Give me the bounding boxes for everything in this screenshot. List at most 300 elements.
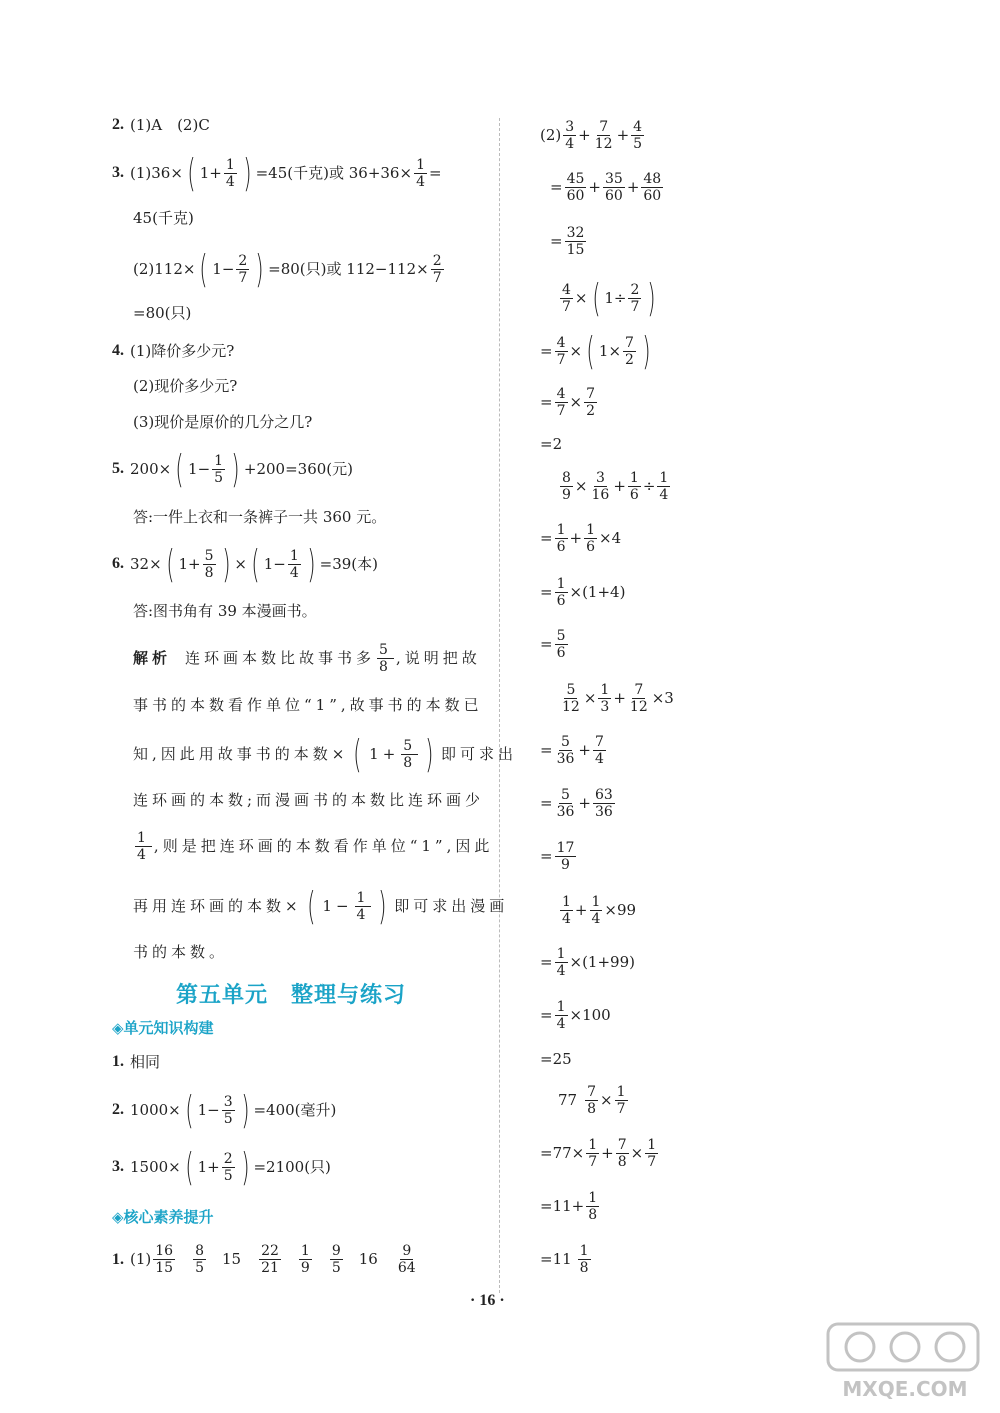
- analysis-line-7: [133, 945, 228, 960]
- calc-row-14: [540, 787, 617, 820]
- text: 7: [586, 386, 595, 402]
- parenthesis: ): [255, 247, 264, 291]
- text: 5: [331, 1260, 341, 1277]
- text: 5: [223, 1167, 233, 1184]
- calc-row-7: [540, 437, 562, 452]
- text: 4: [556, 334, 566, 351]
- text: ×: [234, 554, 247, 573]
- text: (2)现价多少元?: [133, 377, 238, 395]
- parenthesis: (: [591, 276, 600, 320]
- text: ÷: [642, 477, 656, 496]
- text: 1: [562, 894, 571, 910]
- text: =: [540, 635, 553, 654]
- text: +: [569, 529, 583, 548]
- text: 45: [566, 171, 585, 187]
- fraction: [203, 548, 216, 581]
- text: 相同: [130, 1052, 161, 1071]
- parenthesis: (: [185, 1145, 194, 1189]
- fraction: [259, 1243, 281, 1276]
- text: ×100: [569, 1006, 611, 1025]
- text: =2: [540, 435, 563, 453]
- fraction: [212, 453, 225, 486]
- text: 1+: [197, 1157, 220, 1176]
- calc-row-15: [540, 840, 578, 873]
- text: 1: [588, 1190, 598, 1206]
- text: 5: [633, 136, 643, 153]
- text: =11: [540, 1250, 572, 1269]
- text: 4: [556, 386, 566, 402]
- text: 9: [562, 487, 571, 504]
- text: 45(千克): [133, 209, 194, 227]
- fraction: [135, 830, 152, 863]
- fraction: [560, 894, 573, 927]
- fraction: [555, 335, 568, 368]
- text: 4: [562, 281, 571, 298]
- text: 1500×: [130, 1157, 181, 1176]
- fraction: [431, 253, 444, 286]
- fraction: [414, 157, 427, 190]
- text: 4: [594, 751, 604, 768]
- fraction: [555, 787, 577, 820]
- fraction: [555, 576, 568, 609]
- text: +: [588, 178, 601, 197]
- text: 6: [586, 539, 595, 556]
- question-3-line-1: [112, 151, 442, 195]
- text: 6.: [112, 555, 124, 573]
- parenthesis: ): [647, 276, 656, 320]
- text: 1: [556, 999, 566, 1015]
- parenthesis: (: [199, 247, 208, 291]
- text: 9: [331, 1243, 341, 1259]
- text: 6: [629, 487, 639, 504]
- text: =45(千克)或 36+36×: [255, 163, 413, 182]
- text: 35: [604, 171, 623, 187]
- text: 1: [556, 576, 566, 592]
- text: =80(只): [133, 304, 192, 322]
- text: 1: [225, 156, 235, 173]
- fraction: [565, 225, 587, 258]
- text: +: [616, 126, 630, 145]
- calc-row-16: [558, 894, 636, 927]
- fraction: [401, 738, 418, 771]
- fraction: [555, 734, 577, 767]
- calc-row-4: [558, 276, 660, 320]
- text: =80(只)或 112−112×: [268, 259, 429, 278]
- text: 1.: [112, 1250, 124, 1268]
- question-3-line-2: [133, 211, 194, 226]
- text: =2100(只): [253, 1157, 331, 1176]
- text: 60: [604, 188, 623, 205]
- text: 1: [579, 1243, 589, 1259]
- text: ×: [600, 1091, 613, 1110]
- text: =: [540, 529, 553, 548]
- parenthesis: (: [586, 329, 595, 373]
- text: 6: [556, 645, 566, 662]
- text: 3: [600, 699, 610, 716]
- text: =: [540, 1006, 553, 1025]
- text: 5: [379, 642, 392, 658]
- text: 答:一件上衣和一条裤子一共 360 元。: [133, 508, 387, 526]
- text: 1: [356, 889, 370, 906]
- text: 9: [300, 1260, 310, 1277]
- text: 8: [617, 1154, 627, 1171]
- text: 22: [261, 1243, 279, 1259]
- analysis-line-6: [133, 884, 509, 928]
- text: 2: [625, 351, 634, 368]
- text: 7: [594, 734, 604, 750]
- text: 16: [155, 1243, 174, 1259]
- text: 2.: [112, 1101, 124, 1119]
- text: 1: [616, 1084, 626, 1100]
- text: 32: [566, 225, 585, 241]
- text: 即可求出漫画: [394, 896, 509, 915]
- parenthesis: ): [378, 884, 390, 928]
- text: ,则是把连环画的本数看作单位“1”,因此: [153, 837, 494, 856]
- calc-row-1: [540, 119, 646, 152]
- text: +: [574, 901, 588, 920]
- calc-row-18: [540, 999, 611, 1032]
- text: 7: [625, 334, 634, 351]
- analysis-line-5: [133, 830, 493, 863]
- text: =: [540, 794, 553, 813]
- text: 事书的本数看作单位“1”,故事书的本数已: [133, 696, 483, 714]
- watermark-text: MXQE.COM: [842, 1377, 968, 1401]
- text: 1−: [188, 459, 211, 478]
- text: 77: [558, 1091, 578, 1110]
- question-3-line-4: [133, 306, 191, 321]
- fraction: [555, 999, 568, 1032]
- parenthesis: ): [307, 542, 316, 586]
- text: 书的本数。: [133, 943, 229, 961]
- text: 5: [556, 628, 566, 644]
- text: ,说明把故: [395, 649, 481, 668]
- calc-row-9: [540, 522, 621, 555]
- text: 48: [643, 171, 662, 187]
- text: 1: [588, 1137, 598, 1153]
- parenthesis: ): [240, 1145, 250, 1189]
- text: 1.: [112, 1053, 124, 1070]
- fraction: [224, 157, 237, 190]
- parenthesis: (: [175, 447, 184, 491]
- question-4-line-2: [133, 379, 237, 394]
- text: 7: [647, 1154, 657, 1171]
- text: 1: [659, 470, 669, 486]
- text: =: [540, 393, 553, 412]
- text: 1−: [212, 259, 235, 278]
- text: 9: [561, 857, 570, 874]
- text: 3: [595, 470, 605, 486]
- column-divider: [499, 118, 500, 1293]
- question-4-line-3: [133, 415, 312, 430]
- text: 9: [402, 1243, 412, 1259]
- text: ×(1+99): [569, 953, 635, 972]
- text: 1: [556, 522, 566, 538]
- text: 4: [356, 906, 370, 923]
- text: 7: [588, 1154, 598, 1171]
- fraction: [299, 1243, 312, 1276]
- text: (3)现价是原价的几分之几?: [133, 413, 313, 431]
- question-6-answer: [133, 604, 317, 619]
- text: 即可求出: [441, 744, 518, 763]
- fraction: [584, 522, 597, 555]
- calc-row-8: [558, 470, 672, 503]
- text: 1+: [369, 744, 400, 763]
- text: +: [578, 741, 591, 760]
- fraction: [193, 1243, 206, 1276]
- calc-row-2: [550, 171, 665, 204]
- text: ×: [583, 689, 597, 708]
- text: 60: [566, 188, 585, 205]
- text: 12: [562, 699, 580, 716]
- text: 连环画本数比故事书多: [185, 649, 376, 668]
- text: 1: [137, 830, 150, 846]
- text: (1)36×: [130, 163, 183, 182]
- text: =25: [540, 1050, 572, 1068]
- text: 5: [403, 737, 417, 754]
- text: 1+: [178, 554, 201, 573]
- text: 4: [416, 173, 425, 190]
- text: 5: [223, 1110, 233, 1127]
- fraction: [584, 386, 597, 419]
- text: 2: [223, 1150, 233, 1167]
- text: 8: [403, 754, 417, 771]
- text: 16: [358, 1250, 378, 1269]
- analysis-line-2: [133, 698, 483, 713]
- text: (1)降价多少元?: [130, 341, 235, 360]
- text: 4: [659, 487, 669, 504]
- text: 8: [195, 1243, 204, 1259]
- fraction: [590, 470, 612, 503]
- text: 2: [238, 252, 248, 269]
- calc-row-6: [540, 386, 599, 419]
- analysis-line-1: [133, 642, 481, 675]
- text: 64: [397, 1260, 416, 1277]
- text: (1): [130, 1250, 152, 1269]
- question-6: [112, 542, 379, 586]
- text: 8: [562, 470, 571, 486]
- parenthesis: (: [353, 732, 364, 776]
- parenthesis: ): [240, 1088, 250, 1132]
- fraction: [598, 682, 611, 715]
- text: ×: [574, 288, 588, 307]
- text: 1×: [598, 341, 622, 360]
- text: 1000×: [130, 1100, 181, 1119]
- unit-title: 第五单元 整理与练习: [176, 983, 407, 1008]
- text: ×: [630, 1144, 644, 1163]
- text: 1: [591, 894, 601, 910]
- text: 21: [261, 1260, 279, 1277]
- parenthesis: (: [251, 542, 260, 586]
- text: 36: [556, 804, 575, 821]
- text: 3.: [112, 1158, 124, 1176]
- fraction: [565, 171, 587, 204]
- parenthesis: ): [243, 151, 252, 195]
- text: (1)A (2)C: [130, 115, 210, 134]
- fraction: [377, 642, 394, 675]
- fraction: [631, 119, 644, 152]
- fraction: [586, 1190, 599, 1223]
- text: =: [540, 847, 553, 866]
- fraction: [578, 1243, 591, 1276]
- text: 1−: [322, 896, 353, 915]
- text: 3: [223, 1093, 233, 1110]
- parenthesis: ): [221, 542, 231, 586]
- text: 7: [556, 351, 566, 368]
- text: 4: [633, 119, 643, 135]
- fraction: [563, 119, 576, 152]
- fraction: [628, 282, 641, 315]
- text: =11+: [540, 1197, 585, 1216]
- text: 1: [289, 547, 299, 564]
- fraction: [355, 890, 372, 923]
- text: 1−: [197, 1100, 220, 1119]
- calc-row-17: [540, 946, 635, 979]
- text: 12: [594, 136, 613, 153]
- text: 4.: [112, 342, 124, 359]
- text: 4: [137, 847, 150, 864]
- section-heading-literacy: ◈核心素养提升: [112, 1208, 214, 1226]
- text: 15: [566, 242, 585, 259]
- text: 1: [647, 1137, 657, 1153]
- text: 7: [556, 403, 566, 420]
- section-heading-knowledge: ◈单元知识构建: [112, 1019, 214, 1037]
- text: 连环画的本数;而漫画书的本数比连环画少: [133, 791, 485, 809]
- literacy-q1: [112, 1243, 420, 1276]
- fraction: [586, 1137, 599, 1170]
- analysis-line-4: [133, 793, 484, 808]
- parenthesis: ): [231, 447, 240, 491]
- text: (2)112×: [133, 259, 196, 278]
- fraction: [616, 1137, 629, 1170]
- text: 知,因此用故事书的本数×: [133, 744, 349, 763]
- parenthesis: (: [165, 542, 175, 586]
- question-5-answer: [133, 510, 386, 525]
- text: 4: [562, 911, 571, 928]
- text: ×: [574, 477, 588, 496]
- text: 2: [630, 281, 640, 298]
- fraction: [555, 386, 568, 419]
- text: ×: [569, 341, 583, 360]
- analysis-line-3: [133, 732, 518, 776]
- text: 6: [556, 539, 566, 556]
- text: 1: [600, 682, 610, 698]
- text: 5: [204, 547, 214, 564]
- fraction: [603, 171, 625, 204]
- text: 1: [586, 522, 595, 538]
- parenthesis: ): [425, 732, 436, 776]
- text: +: [613, 477, 626, 496]
- text: =: [428, 163, 442, 182]
- knowledge-q3: [112, 1145, 331, 1189]
- text: 7: [634, 682, 644, 698]
- text: 8: [587, 1101, 597, 1118]
- text: ×4: [599, 529, 622, 548]
- fraction: [560, 470, 573, 503]
- calc-row-21: [540, 1137, 660, 1170]
- fraction: [585, 1084, 598, 1117]
- text: =: [550, 178, 563, 197]
- text: +: [578, 794, 591, 813]
- text: 8: [588, 1207, 598, 1224]
- analysis-label: 解析: [133, 649, 172, 668]
- text: 7: [617, 1137, 627, 1153]
- fraction: [555, 840, 577, 873]
- fraction: [560, 682, 582, 715]
- text: 12: [629, 699, 648, 716]
- text: 1: [300, 1243, 310, 1259]
- calc-row-11: [540, 628, 570, 661]
- question-4-line-1: [112, 343, 234, 359]
- text: 7: [238, 269, 248, 286]
- text: 4: [556, 963, 566, 980]
- text: =: [550, 232, 563, 251]
- text: 3: [565, 119, 575, 135]
- text: 36: [594, 804, 613, 821]
- text: 2: [586, 403, 595, 420]
- text: 1−: [263, 554, 286, 573]
- text: ×: [569, 393, 583, 412]
- text: 5: [561, 734, 570, 750]
- text: =: [540, 953, 553, 972]
- text: 4: [591, 911, 601, 928]
- text: 16: [591, 487, 610, 504]
- text: 5: [214, 469, 224, 486]
- question-3-line-3: [133, 247, 446, 291]
- text: 1÷: [604, 288, 627, 307]
- text: +: [578, 126, 591, 145]
- fraction: [288, 548, 301, 581]
- fraction: [560, 282, 573, 315]
- text: 1+: [199, 163, 222, 182]
- text: =77×: [540, 1144, 585, 1163]
- text: 再用连环画的本数×: [133, 896, 302, 915]
- text: 答:图书角有 39 本漫画书。: [133, 602, 317, 620]
- text: 7: [432, 269, 442, 286]
- fraction: [222, 1094, 235, 1127]
- text: 1: [629, 470, 639, 486]
- text: =400(毫升): [253, 1100, 337, 1119]
- knowledge-q2: [112, 1088, 337, 1132]
- text: 7: [616, 1101, 626, 1118]
- fraction: [555, 946, 568, 979]
- text: +: [601, 1144, 614, 1163]
- fraction: [623, 335, 636, 368]
- text: 60: [643, 188, 662, 205]
- text: 4: [289, 564, 299, 581]
- text: =: [540, 583, 553, 602]
- calc-row-10: [540, 576, 625, 609]
- text: ×(1+4): [569, 583, 626, 602]
- text: 4: [565, 136, 575, 153]
- calc-row-19: [540, 1052, 572, 1067]
- fraction: [628, 682, 650, 715]
- text: =: [540, 741, 553, 760]
- fraction: [590, 894, 603, 927]
- text: 1: [556, 946, 566, 962]
- calc-row-20: [558, 1084, 630, 1117]
- text: 8: [579, 1260, 589, 1277]
- parenthesis: (: [187, 151, 196, 195]
- calc-row-12: [558, 682, 674, 715]
- text: 5: [561, 787, 570, 803]
- fraction: [555, 628, 568, 661]
- parenthesis: (: [185, 1088, 194, 1132]
- calc-row-23: [540, 1243, 593, 1276]
- fraction: [615, 1084, 628, 1117]
- text: 7: [587, 1084, 597, 1100]
- calc-row-3: [550, 225, 588, 258]
- fraction: [641, 171, 663, 204]
